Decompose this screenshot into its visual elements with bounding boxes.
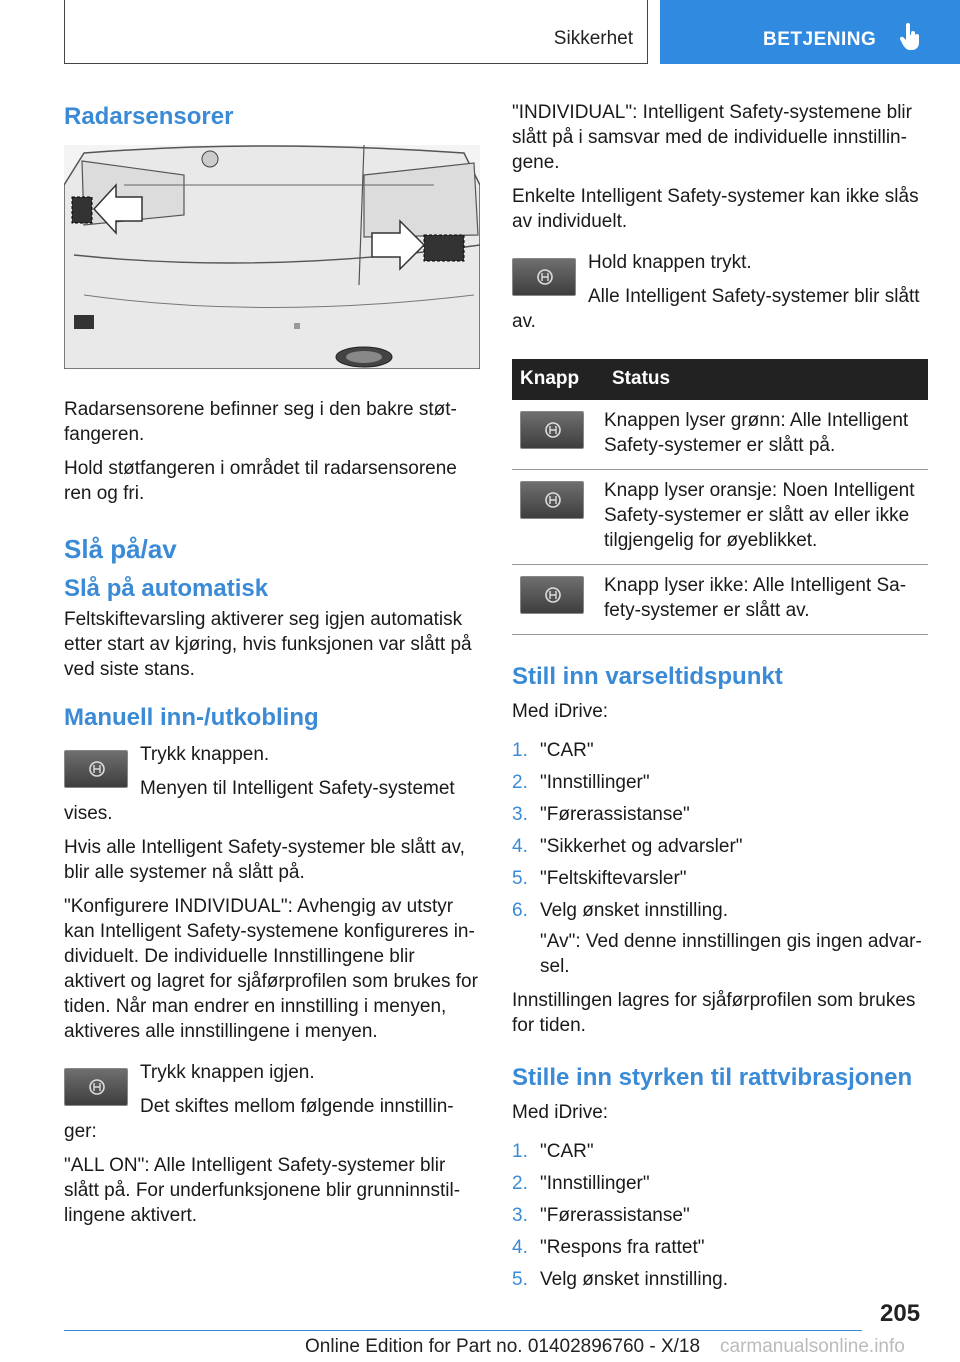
footer-divider <box>64 1330 862 1331</box>
button-instruction-3 <box>512 248 928 343</box>
btn3-text-b: Alle Intelligent Safety-systemer blir slått av. <box>512 286 920 332</box>
safety-button-image <box>512 258 576 296</box>
header-chapter-label: BETJENING <box>763 29 877 50</box>
radar-paragraph-2: Hold støtfangeren i området til radarsensorene ren og fri. <box>64 458 457 504</box>
list-item: 6. Velg ønsket innstilling. <box>512 900 728 921</box>
heading-still-inn: Still inn varseltidspunkt <box>512 663 783 690</box>
heading-stille-inn-styrken: Stille inn styrken til rattvibrasjonen <box>512 1064 913 1091</box>
saved-paragraph: Innstillingen lagres for sjåførprofilen som brukes for tiden. <box>512 990 916 1036</box>
button-instruction-1 <box>64 740 480 835</box>
page-number: 205 <box>880 1300 921 1327</box>
status-cell: Knapp lyser oransje: Noen Intelligent Safety-systemer er slått av eller ikke tilgjengelig for øyeblikket. <box>604 470 928 565</box>
list-item: 5. Velg ønsket innstilling. <box>512 1269 728 1290</box>
btn2-text-a: Trykk knappen igjen. <box>140 1062 315 1083</box>
step6-note: "Av": Ved denne innstillingen gis ingen advar-sel. <box>540 931 922 977</box>
list-item: 3. "Førerassistanse" <box>512 804 690 825</box>
footer-edition: Online Edition for Part no. 01402896760 - X/18 <box>305 1336 701 1357</box>
col-status: Status <box>604 359 928 400</box>
safety-system-icon <box>88 759 106 779</box>
manual-paragraph-3: "ALL ON": Alle Intelligent Safety-systemer blir slått på. For underfunksjonene blir grunninnstil-lingene aktivert. <box>64 1155 461 1226</box>
list-item: 2. "Innstillinger" <box>512 772 650 793</box>
safety-system-icon <box>544 585 562 605</box>
header-section-box <box>64 0 648 64</box>
left-column <box>64 100 480 1237</box>
list-item: 4. "Sikkerhet og advarsler" <box>512 836 743 857</box>
auto-paragraph: Feltskiftevarsling aktiverer seg igjen automatisk etter start av kjøring, hvis funksjonen var slått på ved siste stans. <box>64 609 472 680</box>
list-item: 1. "CAR" <box>512 1141 594 1162</box>
idrive-label-2: Med iDrive: <box>512 1102 609 1123</box>
btn1-text-b: Menyen til Intelligent Safety-systemet vises. <box>64 778 455 824</box>
status-cell: Knappen lyser grønn: Alle Intelligent Safety-systemer er slått på. <box>604 400 928 470</box>
btn2-text-b: Det skiftes mellom følgende innstillin-ger: <box>64 1096 454 1142</box>
safety-system-icon <box>536 267 554 287</box>
heading-radarsensorer: Radarsensorer <box>64 103 234 130</box>
status-table <box>512 359 928 635</box>
btn3-text-a: Hold knappen trykt. <box>588 252 752 273</box>
safety-system-icon <box>544 420 562 440</box>
header-section-title: Sikkerhet <box>553 28 633 49</box>
right-column <box>512 100 928 1302</box>
car-rear-radar-image <box>64 145 480 369</box>
heading-slaa-paa-automatisk: Slå på automatisk <box>64 575 269 602</box>
list-item: 3. "Førerassistanse" <box>512 1205 690 1226</box>
safety-button-image <box>520 411 584 449</box>
radar-paragraph-1: Radarsensorene befinner seg i den bakre støt-fangeren. <box>64 399 457 445</box>
manual-paragraph-1: Hvis alle Intelligent Safety-systemer ble slått av, blir alle systemer nå slått på. <box>64 837 465 883</box>
status-table-header <box>512 359 928 400</box>
table-row <box>512 565 928 635</box>
list-item: 2. "Innstillinger" <box>512 1173 650 1194</box>
list-item: 5. "Feltskiftevarsler" <box>512 868 687 889</box>
steps-list-1 <box>512 738 928 923</box>
list-item: 4. "Respons fra rattet" <box>512 1237 705 1258</box>
button-instruction-2 <box>64 1058 480 1153</box>
table-row <box>512 470 928 565</box>
col-knapp: Knapp <box>512 359 604 400</box>
safety-button-image <box>520 481 584 519</box>
footer-watermark: carmanualsonline.info <box>720 1336 905 1357</box>
individual-paragraph: "INDIVIDUAL": Intelligent Safety-systemene blir slått på i samsvar med de individuelle innstillin-gene. <box>512 102 912 173</box>
heading-manuell: Manuell inn-/utkobling <box>64 704 319 731</box>
status-cell: Knapp lyser ikke: Alle Intelligent Sa-fety-systemer er slått av. <box>604 565 928 635</box>
list-item: 1. "CAR" <box>512 740 594 761</box>
safety-system-icon <box>544 490 562 510</box>
manual-paragraph-2: "Konfigurere INDIVIDUAL": Avhengig av utstyr kan Intelligent Safety-systemene konfigureres in-dividuelt. De individuelle Innstillingene blir aktivert og lagret for sjåførprofilen som brukes for tiden. Når man endrer en innstilling i menyen, aktiveres alle innstillingene i menyen. <box>64 896 478 1042</box>
header-chapter-tab[interactable] <box>660 0 960 64</box>
safety-button-image <box>64 1068 128 1106</box>
heading-slaa-paa-av: Slå på/av <box>64 534 177 564</box>
table-row <box>512 400 928 470</box>
idrive-label-1: Med iDrive: <box>512 701 609 722</box>
steps-list-2 <box>512 1139 928 1292</box>
individual-note: Enkelte Intelligent Safety-systemer kan ikke slås av individuelt. <box>512 186 919 232</box>
safety-system-icon <box>88 1077 106 1097</box>
btn1-text-a: Trykk knappen. <box>140 744 270 765</box>
pointing-hand-icon <box>900 23 920 51</box>
safety-button-image <box>64 750 128 788</box>
safety-button-image <box>520 576 584 614</box>
